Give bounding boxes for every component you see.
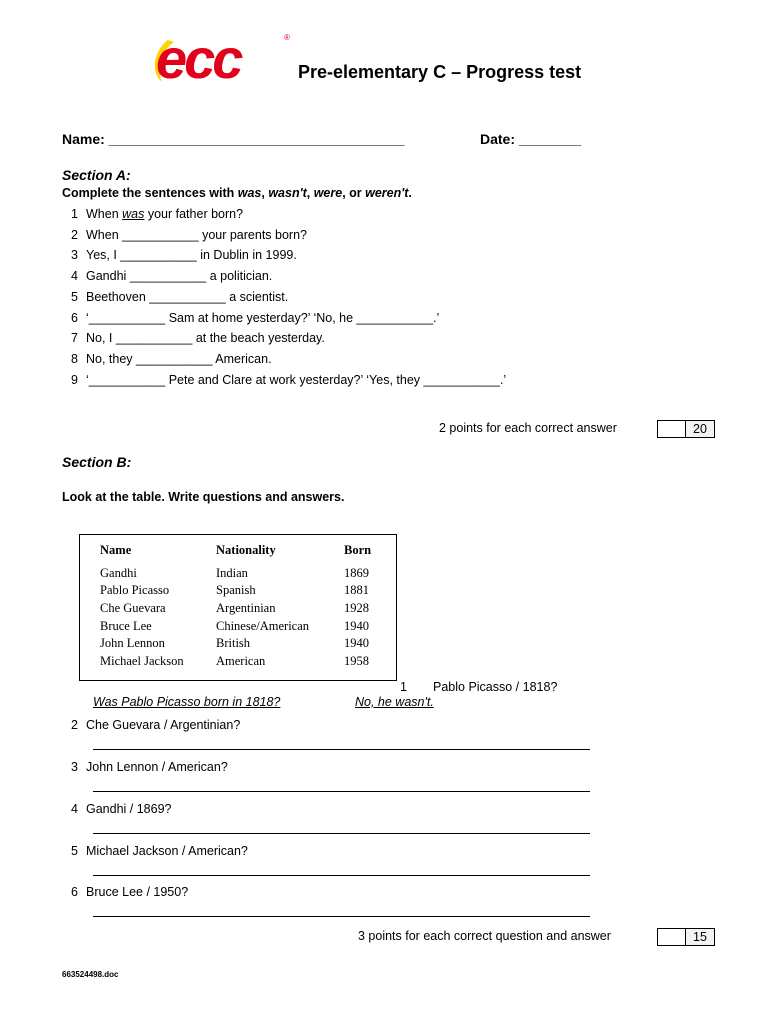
example-number: 1 [400, 680, 407, 694]
reference-table [79, 534, 397, 681]
table-cell: 1928 [344, 601, 369, 615]
table-cell: 1940 [344, 619, 369, 633]
answer-line[interactable] [93, 833, 590, 834]
section-a-item: 2 When ___________ your parents born? [71, 228, 307, 242]
score-entry[interactable] [658, 929, 686, 945]
table-header: Nationality [216, 543, 276, 557]
example-answer: was [122, 207, 145, 221]
table-cell: British [216, 636, 251, 650]
table-cell: John Lennon [100, 636, 165, 650]
section-b-title: Section B: [62, 454, 132, 470]
section-a-item: 4 Gandhi ___________ a politician. [71, 269, 273, 283]
section-a-item: 8 No, they ___________ American. [71, 352, 272, 366]
section-b-points: 3 points for each correct question and answer [358, 929, 611, 943]
table-header: Name [100, 543, 132, 557]
table-cell: American [216, 654, 266, 668]
answer-line[interactable] [93, 916, 590, 917]
name-label: Name: [62, 131, 109, 147]
section-b-item: 6 Bruce Lee / 1950? [71, 885, 189, 899]
ecc-logo [150, 28, 295, 88]
section-a-item: 7 No, I ___________ at the beach yesterday. [71, 331, 325, 345]
date-field [480, 131, 581, 147]
table-cell: Argentinian [216, 601, 276, 615]
table-cell: 1869 [344, 566, 369, 580]
date-blank: ________ [518, 131, 582, 147]
example-question: Was Pablo Picasso born in 1818? [93, 695, 281, 709]
section-a-item: 3 Yes, I ___________ in Dublin in 1999. [71, 248, 297, 262]
section-a-item: 6 ‘___________ Sam at home yesterday?’ ‘No, he ___________.’ [71, 311, 440, 325]
table-cell: Indian [216, 566, 248, 580]
answer-line[interactable] [93, 875, 590, 876]
section-b-item: 5 Michael Jackson / American? [71, 844, 248, 858]
section-b-item: 4 Gandhi / 1869? [71, 802, 172, 816]
section-a-item: 5 Beethoven ___________ a scientist. [71, 290, 289, 304]
section-a-item: 1 When was your father born? [71, 207, 244, 221]
registered-mark: ® [284, 33, 290, 42]
table-cell: 1940 [344, 636, 369, 650]
table-cell: Bruce Lee [100, 619, 152, 633]
section-a-instruction: Complete the sentences with was, wasn't, were, or weren't. [62, 186, 412, 200]
score-entry[interactable] [658, 421, 686, 437]
table-cell: Michael Jackson [100, 654, 184, 668]
section-b-score-box [657, 928, 715, 946]
table-cell: 1958 [344, 654, 369, 668]
answer-line[interactable] [93, 749, 590, 750]
section-b-item: 2 Che Guevara / Argentinian? [71, 718, 241, 732]
example-answer: No, he wasn't. [355, 695, 434, 709]
section-b-instruction: Look at the table. Write questions and answers. [62, 490, 345, 504]
table-cell: Spanish [216, 583, 256, 597]
table-cell: Pablo Picasso [100, 583, 170, 597]
footer-filename: 663524498.doc [62, 970, 119, 979]
table-cell: Gandhi [100, 566, 137, 580]
date-label: Date: [480, 131, 519, 147]
score-total: 15 [686, 929, 714, 945]
name-field [62, 131, 405, 147]
logo-text: ecc [156, 28, 241, 88]
table-cell: Che Guevara [100, 601, 166, 615]
section-a-score-box [657, 420, 715, 438]
table-cell: Chinese/American [216, 619, 310, 633]
table-cell: 1881 [344, 583, 369, 597]
answer-line[interactable] [93, 791, 590, 792]
section-a-title: Section A: [62, 167, 131, 183]
score-total: 20 [686, 421, 714, 437]
section-a-points: 2 points for each correct answer [439, 421, 617, 435]
section-b-item: 3 John Lennon / American? [71, 760, 228, 774]
example-prompt: Pablo Picasso / 1818? [433, 680, 558, 694]
name-blank: ______________________________________ [108, 131, 405, 147]
document-title: Pre-elementary C – Progress test [298, 62, 582, 82]
section-a-item: 9 ‘___________ Pete and Clare at work yesterday?’ ‘Yes, they ___________.’ [71, 373, 507, 387]
table-header: Born [344, 543, 372, 557]
